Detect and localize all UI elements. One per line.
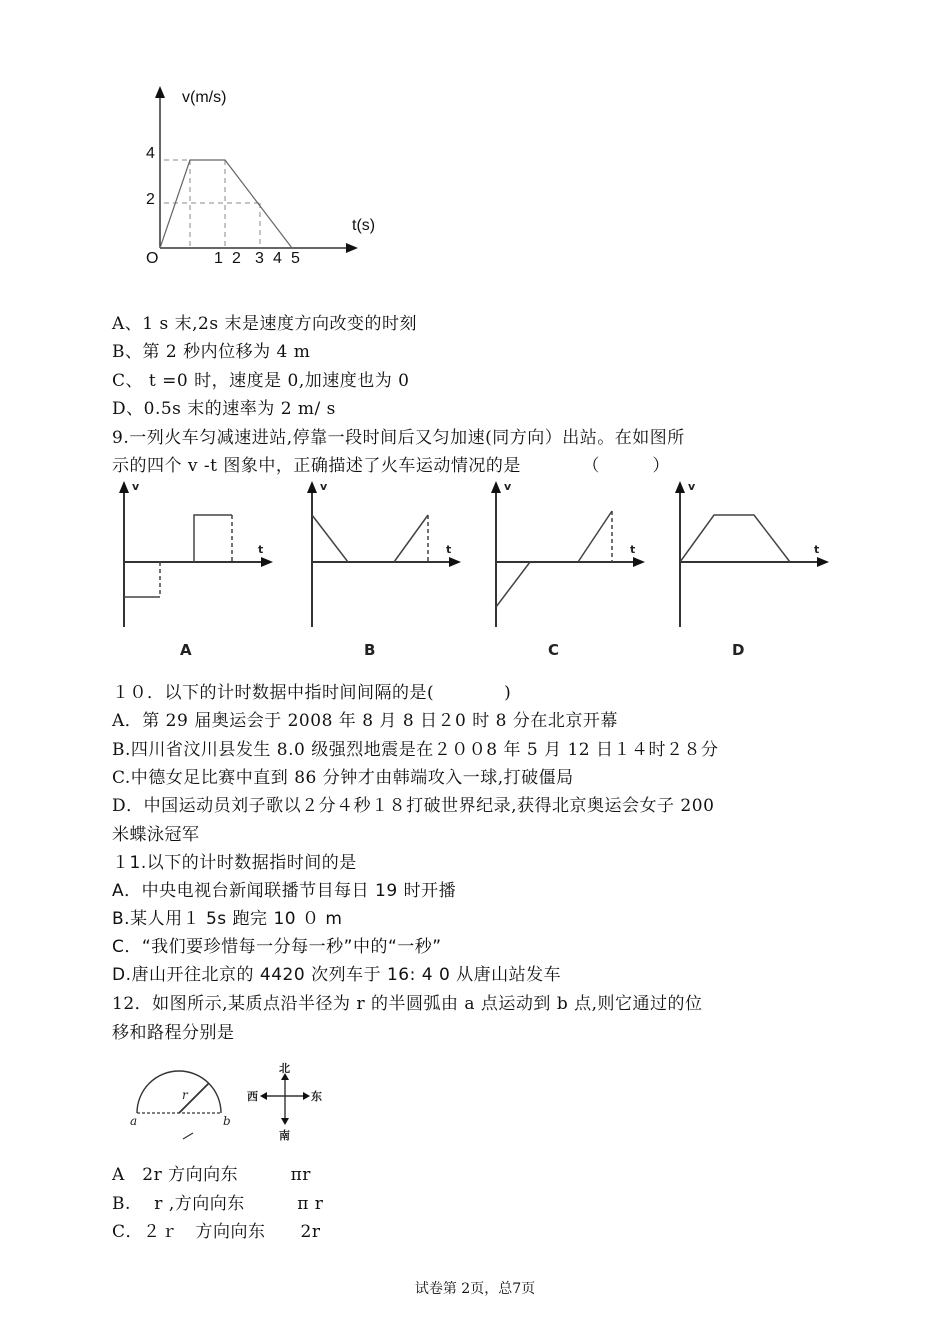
q11-option-d: D.唐山开往北京的 4420 次列车于 16: 4 0 从唐山站发车: [112, 965, 562, 985]
graph-c: [491, 480, 645, 659]
x-tick-4: 4: [273, 250, 282, 267]
compass-icon: [260, 1073, 310, 1125]
point-b-label: b: [223, 1114, 231, 1128]
graph-a-label: A: [180, 641, 192, 659]
origin-label: O: [146, 250, 159, 267]
west-label: 西: [247, 1090, 258, 1103]
x-tick-1: 1: [214, 250, 223, 267]
q11-option-a: A．中央电视台新闻联播节目每日 19 时开播: [112, 881, 457, 901]
graph-b-t-label: t: [446, 543, 452, 556]
q10-option-b: B.四川省汶川县发生 8.0 级强烈地震是在２００8 年 5 月 12 日１４时２８分: [112, 740, 719, 760]
graph-d: [675, 480, 829, 659]
graph-c-v-label: v: [504, 480, 512, 493]
q11-stem: １1.以下的计时数据指时间的是: [112, 853, 357, 873]
graph-c-t-label: t: [630, 543, 636, 556]
q12-option-c: C．２ｒ 方向向东 2r: [112, 1222, 321, 1242]
t-axis-label: t(s): [352, 217, 376, 234]
graph-b-label: B: [364, 641, 376, 659]
north-label: 北: [279, 1062, 290, 1075]
graph-d-label: D: [732, 641, 745, 659]
graph-a: [119, 480, 273, 659]
q8-option-d: D、0.5s 末的速率为 2 m/ s: [112, 399, 336, 419]
south-label: 南: [279, 1129, 290, 1142]
graph-a-v-label: v: [132, 480, 140, 493]
page-footer: 试卷第 2页，总7页: [414, 1281, 536, 1297]
q9-stem-line1: 9.一列火车匀减速进站,停靠一段时间后又匀加速(同方向）出站。在如图所: [112, 428, 685, 448]
radius-label: r: [182, 1088, 188, 1102]
q12-stem-line2: 移和路程分别是: [112, 1023, 235, 1043]
x-tick-3: 3: [255, 250, 264, 267]
graph-b-v-label: v: [320, 480, 328, 493]
q12-figure: [125, 1055, 340, 1145]
graph-b: [307, 480, 461, 659]
q8-option-b: B、第 2 秒内位移为 4 m: [112, 342, 311, 362]
graph-d-v-label: v: [688, 480, 696, 493]
y-tick-2: 2: [146, 191, 155, 208]
q12-option-a: A 2r 方向向东 πr: [112, 1165, 311, 1185]
q12-option-b: B. r ,方向向东 π r: [112, 1194, 324, 1214]
y-tick-4: 4: [146, 145, 155, 162]
x-tick-2: 2: [232, 250, 241, 267]
graph-a-t-label: t: [258, 543, 264, 556]
q8-option-c: C、 t =0 时，速度是 0,加速度也为 0: [112, 371, 410, 391]
vt-graph: [130, 80, 390, 275]
q9-stem-line2: 示的四个 v -t 图象中，正确描述了火车运动情况的是 （ ）: [112, 456, 670, 476]
q8-option-a: A、1 s 末,2s 末是速度方向改变的时刻: [112, 314, 417, 334]
graph-c-label: C: [548, 641, 560, 659]
q10-option-d-line1: D．中国运动员刘子歌以２分４秒１８打破世界纪录,获得北京奥运会女子 200: [112, 796, 715, 816]
q11-option-c: C．“我们要珍惜每一分每一秒”中的“一秒”: [112, 937, 442, 957]
x-tick-5: 5: [291, 250, 300, 267]
q10-option-d-line2: 米蝶泳冠军: [112, 825, 200, 845]
graph-d-t-label: t: [814, 543, 820, 556]
q12-stem-line1: 12．如图所示,某质点沿半径为 r 的半圆弧由 a 点运动到 b 点,则它通过的位: [112, 994, 703, 1014]
q10-option-c: C.中德女足比赛中直到 86 分钟才由韩端攻入一球,打破僵局: [112, 768, 574, 788]
east-label: 东: [311, 1090, 322, 1103]
q10-option-a: A．第 29 届奥运会于 2008 年 8 月 8 日２0 时 8 分在北京开幕: [112, 711, 618, 731]
v-axis-label: v(m/s): [182, 89, 227, 106]
q9-graphs: [108, 475, 838, 665]
point-a-label: a: [130, 1114, 138, 1128]
q11-option-b: B.某人用１ 5s 跑完 10 ０ m: [112, 909, 343, 929]
q10-stem: １０．以下的计时数据中指时间间隔的是( ): [112, 683, 512, 703]
